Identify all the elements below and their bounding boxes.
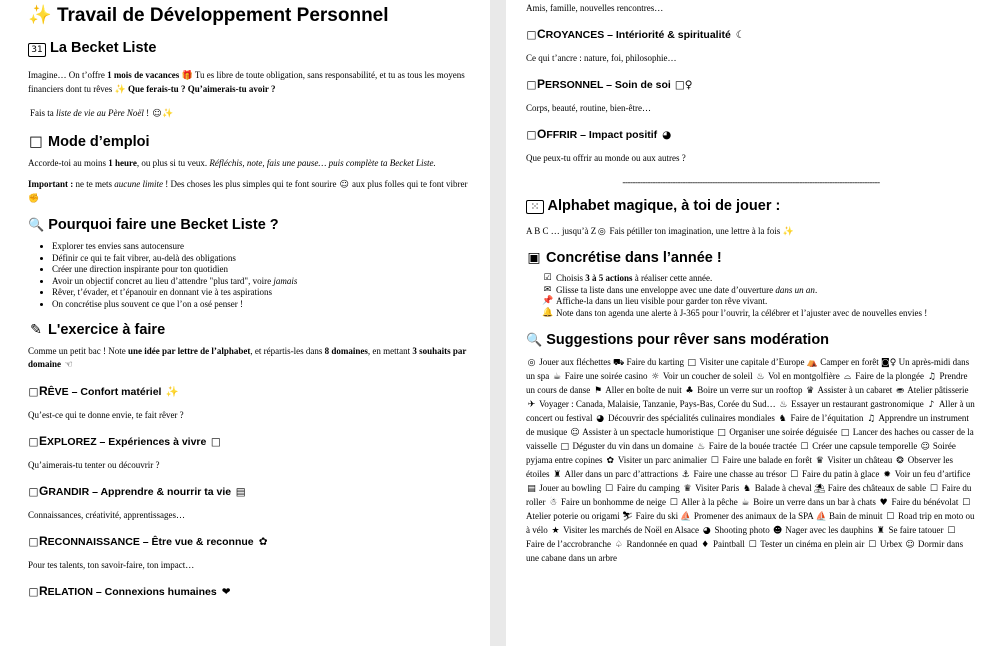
list-item: • Explorer tes envies sans autocensure bbox=[52, 241, 470, 253]
section-exercice-heading bbox=[28, 321, 470, 339]
suggestion-item: Promener des animaux de la SPA bbox=[693, 511, 814, 522]
domain-heading bbox=[28, 484, 470, 499]
suggestion-item: Atelier poterie ou origami bbox=[526, 511, 620, 522]
suggestion-item: Dormir dans une cabane dans un arbre bbox=[526, 539, 964, 564]
grid-icon: ⁙ bbox=[526, 200, 544, 214]
suggestion-item: Visiter Paris bbox=[695, 483, 740, 494]
list-item: 📌 Affiche-la dans un lieu visible pour garder ton rêve vivant. bbox=[542, 296, 768, 307]
suggestion-item: Faire une chasse au trésor bbox=[693, 469, 787, 480]
suggestion-item: Faire de la bouée tractée bbox=[708, 441, 797, 452]
sparkle-icon: ✨ bbox=[162, 109, 174, 119]
suggestion-icon: ☐ bbox=[929, 484, 938, 495]
domain-title: ERSONNEL – Soin de soi bbox=[545, 79, 671, 91]
search-icon: 🔍 bbox=[28, 218, 45, 233]
suggestion-item: Tester un cinéma en plein air bbox=[760, 539, 865, 550]
list-item: ☑ Choisis 3 à 5 actions à réaliser cette année. bbox=[543, 273, 713, 283]
concretise-list bbox=[526, 273, 976, 319]
suggestion-item: Se faire tatouer bbox=[888, 525, 944, 536]
mode-heading-text: Mode d’emploi bbox=[48, 134, 150, 150]
suggestion-icon: ☐ bbox=[669, 498, 678, 509]
domain-heading bbox=[526, 127, 976, 142]
list-item: • Définir ce qui te fait vibrer, au-delà des obligations bbox=[52, 253, 470, 265]
suggestion-item: Visiter les marchés de Noël en Alsace bbox=[563, 525, 700, 536]
suggestion-item: Aller dans un parc d’attractions bbox=[564, 469, 678, 480]
domain-title: XPLOREZ – Expériences à vivre bbox=[47, 435, 207, 448]
suggestion-icon: ☐ bbox=[710, 456, 719, 467]
domain-title: ÊVE – Confort matériel bbox=[47, 385, 162, 398]
box-icon: □ bbox=[28, 585, 39, 598]
mode-paragraph: Accorde-toi au moins 1 heure, ou plus si tu veux. Réfléchis, note, fais une pause… puis complète ta Becket Liste. bbox=[28, 158, 436, 168]
section-pourquoi-heading bbox=[28, 216, 470, 235]
suggestion-icon: ☐ bbox=[604, 484, 614, 495]
section-becket-heading bbox=[28, 39, 470, 57]
suggestion-item: Faire des châteaux de sable bbox=[827, 483, 927, 494]
suggestion-item: Shooting photo bbox=[714, 525, 770, 536]
suggestion-icon: ⛷ bbox=[621, 512, 634, 523]
alphabet-heading-text: Alphabet magique, à toi de jouer : bbox=[547, 198, 781, 214]
domain-icon: ✿ bbox=[258, 535, 268, 548]
suggestion-item: Voir un coucher de soleil bbox=[662, 371, 753, 382]
hand-icon: ☜ bbox=[64, 359, 73, 370]
suggestion-item: Déguster du vin dans un domaine bbox=[572, 441, 694, 452]
suggestion-item: Faire un bonhomme de neige bbox=[561, 497, 666, 508]
suggestion-item: Découvrir des spécialités culinaires mondiales bbox=[607, 413, 775, 424]
domain-description: Que peux-tu offrir au monde ou aux autres ? bbox=[526, 153, 686, 163]
suggestion-icon: ▤ bbox=[527, 484, 536, 495]
suggestion-item: Faire du bénévolat bbox=[891, 497, 959, 508]
box-icon: □ bbox=[29, 134, 43, 150]
suggestion-item: Road trip en moto ou à vélo bbox=[526, 511, 975, 536]
domain-initial: O bbox=[537, 127, 547, 141]
suggestion-icon: ⛺ bbox=[806, 358, 819, 369]
section-concretise-heading bbox=[526, 249, 976, 267]
envelope-icon: ✉ bbox=[543, 284, 552, 295]
suggestion-item: Faire du ski bbox=[635, 511, 679, 522]
mode-paragraph-2: Important : ne te mets aucune limite ! Des choses les plus simples qui te font sourire ☺ aux plus folles qui te font vibrer ✊ bbox=[28, 179, 468, 204]
suggestion-item: Essayer un restaurant gastronomique bbox=[791, 399, 924, 410]
suggestion-icon: □ bbox=[687, 358, 697, 369]
list-item: ✉ Glisse ta liste dans une enveloppe avec une date d’ouverture dans un an. bbox=[543, 284, 818, 295]
domain-description: Ce qui t’ancre : nature, foi, philosophie… bbox=[526, 53, 677, 63]
suggestion-icon: ☃ bbox=[549, 498, 558, 509]
suggestion-icon: ☐ bbox=[947, 526, 956, 537]
suggestion-icon: ☐ bbox=[748, 540, 757, 551]
sparkles-icon: ✨ bbox=[28, 4, 52, 26]
muscle-icon: ✊ bbox=[28, 194, 40, 204]
domain-heading bbox=[526, 27, 976, 42]
suggestion-item: Randonnée en quad bbox=[626, 539, 698, 550]
suggestion-icon: ♛ bbox=[683, 484, 692, 495]
suggestion-icon: ⌓ bbox=[843, 372, 852, 383]
domain-initial: P bbox=[537, 77, 546, 91]
suggestion-icon: ♜ bbox=[876, 526, 885, 537]
suggestion-item: Un après-midi dans un spa bbox=[526, 357, 970, 382]
domain-heading bbox=[28, 584, 470, 599]
list-item: • Avoir un objectif concret au lieu d’attendre "plus tard", voire jamais bbox=[52, 276, 470, 288]
list-item: • Créer une direction inspirante pour ton quotidien bbox=[52, 264, 470, 276]
suggestion-icon: ❂ bbox=[896, 456, 904, 467]
suggestion-item: Visiter une capitale d’Europe bbox=[699, 357, 805, 368]
domain-icon: □ bbox=[210, 435, 221, 448]
gift-icon: 🎁 bbox=[181, 71, 193, 81]
suggestion-item: Aller à la pêche bbox=[681, 497, 738, 508]
suggestion-icon: ♤ bbox=[614, 540, 623, 551]
domain-description: Qu’est-ce qui te donne envie, te fait rêver ? bbox=[28, 409, 184, 420]
suggestion-item: Camper en forêt bbox=[820, 357, 879, 368]
suggestion-icon: ⛂ bbox=[896, 386, 904, 397]
suggestion-icon: ☺ bbox=[920, 442, 930, 453]
suggestion-item: Faire une balade en forêt bbox=[722, 455, 812, 466]
suggestion-item: Paintball bbox=[712, 539, 745, 550]
suggestion-icon: ♨ bbox=[779, 400, 788, 411]
suggestion-item: Atelier pâtisserie bbox=[907, 385, 969, 396]
suggestion-icon: ♥ bbox=[879, 498, 888, 509]
domain-icon: ✨ bbox=[165, 385, 179, 398]
domain-initial: E bbox=[39, 433, 48, 448]
suggestions-paragraph bbox=[526, 356, 976, 565]
becket-paragraph-2: Fais ta liste de vie au Père Noël ! ☺✨ bbox=[30, 108, 174, 119]
domain-icon: □♀ bbox=[674, 79, 693, 91]
box-icon: □ bbox=[526, 29, 537, 41]
suggestion-item: Boire un verre sur un rooftop bbox=[697, 385, 803, 396]
suggestion-item: Apprendre un instrument de musique bbox=[526, 413, 969, 438]
page-left bbox=[0, 0, 490, 646]
section-mode-heading bbox=[28, 133, 470, 151]
suggestion-item: Vol en montgolfière bbox=[767, 371, 840, 382]
smile-icon: ☺ bbox=[339, 180, 349, 190]
suggestion-item: Jouer au bowling bbox=[539, 483, 602, 494]
suggestion-item: Bain de minuit bbox=[829, 511, 883, 522]
suggestion-icon: ♨ bbox=[696, 442, 706, 453]
suggestion-item: Faire du patin à glace bbox=[801, 469, 880, 480]
suggestion-item: Faire du camping bbox=[616, 483, 680, 494]
domain-heading bbox=[28, 384, 470, 399]
suggestion-item: Visiter un château bbox=[827, 455, 893, 466]
suggestion-icon: ☐ bbox=[868, 540, 877, 551]
suggestion-item: Observer les étoiles bbox=[526, 455, 953, 480]
box-icon: □ bbox=[526, 129, 537, 141]
suggestion-icon: ♛ bbox=[806, 386, 815, 397]
suggestion-icon: ⚑ bbox=[593, 386, 603, 397]
suggestion-icon: ☺ bbox=[570, 428, 580, 439]
suggestion-icon: ✈ bbox=[527, 400, 536, 411]
domain-icon: ◕ bbox=[662, 129, 672, 141]
suggestion-icon: ✿ bbox=[606, 456, 614, 467]
domain-title: ELATION – Connexions humaines bbox=[47, 585, 217, 598]
suggestion-item: Aller en boîte de nuit bbox=[605, 385, 682, 396]
box-icon: □ bbox=[526, 79, 537, 91]
suggestion-icon: ♫ bbox=[927, 372, 936, 383]
domain-list-right bbox=[526, 27, 976, 165]
calendar-icon: 31 bbox=[28, 43, 46, 57]
becket-paragraph: Imagine… On t’offre 1 mois de vacances 🎁 Tu es libre de toute obligation, sans responsabilité, et tu as tous les moyens financiers dont tu rêves ✨ Que ferais-tu ? Qu’aimerais-tu avoir ? bbox=[28, 70, 465, 95]
domain-title: RANDIR – Apprendre & nourrir ta vie bbox=[48, 485, 232, 498]
magnifier-icon: 🔍 bbox=[526, 333, 543, 349]
suggestion-icon: ◕ bbox=[596, 414, 605, 425]
pourquoi-list bbox=[28, 241, 470, 311]
relation-description: Amis, famille, nouvelles rencontres… bbox=[526, 3, 664, 13]
suggestion-item: Faire du roller bbox=[526, 483, 972, 508]
domain-initial: R bbox=[39, 533, 48, 548]
suggestion-icon: ⛱ bbox=[814, 484, 826, 495]
pencil-icon: ✎ bbox=[30, 321, 42, 338]
suggestion-item: Urbex bbox=[879, 539, 903, 550]
pourquoi-heading-text: Pourquoi faire une Becket Liste ? bbox=[48, 217, 279, 233]
suggestions-heading-text: Suggestions pour rêver sans modération bbox=[546, 332, 830, 349]
sparkle-icon: ✨ bbox=[782, 227, 794, 237]
exercice-paragraph: Comme un petit bac ! Note une idée par lettre de l’alphabet, et répartis-les dans 8 domaines, en mettant 3 souhaits par domaine ☜ bbox=[28, 345, 467, 370]
suggestion-item: Boire un verre dans un bar à chats bbox=[753, 497, 876, 508]
domain-title: FFRIR – Impact positif bbox=[546, 129, 658, 141]
suggestion-item: Faire une soirée casino bbox=[564, 371, 648, 382]
domain-initial: G bbox=[39, 483, 49, 498]
alphabet-paragraph: A B C … jusqu’à Z ◎ Fais pétiller ton imagination, une lettre à la fois ✨ bbox=[526, 226, 794, 237]
suggestion-icon: □ bbox=[840, 428, 850, 439]
suggestion-icon: ◕ bbox=[702, 526, 711, 537]
domain-list-left bbox=[28, 384, 470, 599]
list-item: • On concrétise plus souvent ce que l’on a osé penser ! bbox=[52, 299, 470, 311]
suggestion-item: Balade à cheval bbox=[754, 483, 812, 494]
suggestion-item: Faire de l’équitation bbox=[790, 413, 864, 424]
box-icon: □ bbox=[28, 485, 39, 498]
pin-icon: 📌 bbox=[542, 296, 554, 307]
suggestion-item: Créer une capsule temporelle bbox=[812, 441, 918, 452]
suggestion-icon: ◎ bbox=[527, 358, 536, 369]
suggestion-item: Nager avec les dauphins bbox=[785, 525, 873, 536]
page-right bbox=[506, 0, 992, 646]
suggestion-item: Assister à un spectacle humoristique bbox=[582, 427, 714, 438]
domain-initial: C bbox=[537, 27, 546, 41]
suggestion-icon: ★ bbox=[551, 526, 560, 537]
domain-description: Qu’aimerais-tu tenter ou découvrir ? bbox=[28, 459, 160, 470]
domain-icon: ▤ bbox=[235, 485, 246, 498]
suggestion-item: Visiter un parc animalier bbox=[617, 455, 708, 466]
suggestion-item: Soirée pyjama entre copines bbox=[526, 441, 956, 466]
domain-description: Connaissances, créativité, apprentissages… bbox=[28, 509, 185, 520]
box-icon: □ bbox=[28, 435, 39, 448]
concretise-heading-text: Concrétise dans l’année ! bbox=[546, 250, 722, 266]
suggestion-icon: ✹ bbox=[883, 470, 891, 481]
list-item: 🔔 Note dans ton agenda une alerte à J-365 pour l’ouvrir, la célébrer et l’ajuster avec de nouvelles envies ! bbox=[542, 307, 928, 318]
sparkle-icon: ✨ bbox=[114, 85, 126, 95]
suggestion-icon: □ bbox=[717, 428, 726, 439]
suggestion-item: Faire de la plongée bbox=[855, 371, 925, 382]
section-suggestions-heading bbox=[526, 331, 976, 350]
suggestion-icon: ☺ bbox=[905, 540, 915, 551]
suggestion-item: Organiser une soirée déguisée bbox=[729, 427, 838, 438]
suggestion-item: Jouer aux fléchettes bbox=[539, 357, 611, 368]
domain-heading bbox=[28, 534, 470, 549]
smile-icon: ☺ bbox=[152, 109, 162, 119]
suggestion-icon: ☻ bbox=[772, 526, 783, 537]
suggestion-icon: ♪ bbox=[928, 400, 935, 411]
section-alphabet-heading bbox=[526, 197, 976, 215]
suggestion-icon: ♞ bbox=[743, 484, 752, 495]
suggestion-icon: ⛟ bbox=[612, 358, 625, 369]
suggestion-icon: ⚓ bbox=[681, 470, 690, 481]
domain-icon: ☾ bbox=[735, 29, 746, 41]
title-text: Travail de Développement Personnel bbox=[56, 5, 389, 26]
suggestion-icon: ☼ bbox=[651, 372, 660, 383]
domain-initial: R bbox=[39, 383, 48, 398]
domain-description: Pour tes talents, ton savoir-faire, ton impact… bbox=[28, 559, 195, 570]
domain-heading bbox=[28, 434, 470, 449]
suggestion-item: Voyager : Canada, Malaisie, Tanzanie, Pays-Bas, Corée du Sud… bbox=[539, 399, 776, 410]
target-icon: ◎ bbox=[597, 227, 606, 237]
suggestion-icon: ⛵ bbox=[680, 512, 692, 523]
suggestion-item: Faire du karting bbox=[626, 357, 685, 368]
tv-icon: ▣ bbox=[527, 250, 541, 266]
box-icon: □ bbox=[28, 535, 39, 548]
exercice-heading-text: L'exercice à faire bbox=[48, 321, 166, 338]
divider: ------------------------------------------------------------------------------------------------------- bbox=[622, 177, 880, 187]
suggestion-icon: ♜ bbox=[553, 470, 562, 481]
suggestion-icon: ◙♀ bbox=[881, 358, 897, 369]
domain-icon: ❤ bbox=[221, 585, 231, 598]
suggestion-icon: ☕ bbox=[741, 498, 750, 509]
domain-initial: R bbox=[39, 583, 48, 598]
checkbox-icon: ☑ bbox=[543, 273, 552, 283]
bell-icon: 🔔 bbox=[542, 307, 554, 318]
suggestion-icon: ♨ bbox=[756, 372, 765, 383]
domain-title: ROYANCES – Intériorité & spiritualité bbox=[545, 29, 731, 41]
suggestion-icon: □ bbox=[560, 442, 569, 453]
suggestion-icon: ☐ bbox=[886, 512, 895, 523]
suggestion-icon: ⛵ bbox=[815, 512, 827, 523]
suggestion-item: Voir un feu d’artifice bbox=[894, 469, 971, 480]
domain-description: Corps, beauté, routine, bien-être… bbox=[526, 103, 651, 113]
suggestion-icon: ☐ bbox=[962, 498, 971, 509]
domain-title: ECONNAISSANCE – Être vue & reconnue bbox=[47, 535, 254, 548]
suggestion-item: Lancer des haches ou casser de la vaisselle bbox=[526, 427, 974, 452]
suggestion-icon: ☐ bbox=[790, 470, 799, 481]
box-icon: □ bbox=[28, 385, 39, 398]
suggestion-icon: ☐ bbox=[800, 442, 809, 453]
list-item: • Rêver, t’évader, et t’épanouir en donnant vie à tes aspirations bbox=[52, 287, 470, 299]
suggestion-icon: ♫ bbox=[867, 414, 876, 425]
suggestion-item: Assister à un cabaret bbox=[817, 385, 893, 396]
suggestion-icon: ♛ bbox=[815, 456, 824, 467]
suggestion-item: Prendre un cours de danse bbox=[526, 371, 968, 396]
suggestion-item: Aller à un concert ou festival bbox=[526, 399, 975, 424]
becket-heading-text: La Becket Liste bbox=[50, 40, 157, 56]
document-title bbox=[28, 4, 470, 27]
suggestion-icon: ♦ bbox=[701, 540, 710, 551]
suggestion-icon: ♞ bbox=[778, 414, 787, 425]
suggestion-icon: ☕ bbox=[552, 372, 562, 383]
suggestion-item: Faire de l’accrobranche bbox=[526, 539, 611, 550]
suggestion-icon: ♣ bbox=[685, 386, 694, 397]
domain-heading bbox=[526, 77, 976, 92]
